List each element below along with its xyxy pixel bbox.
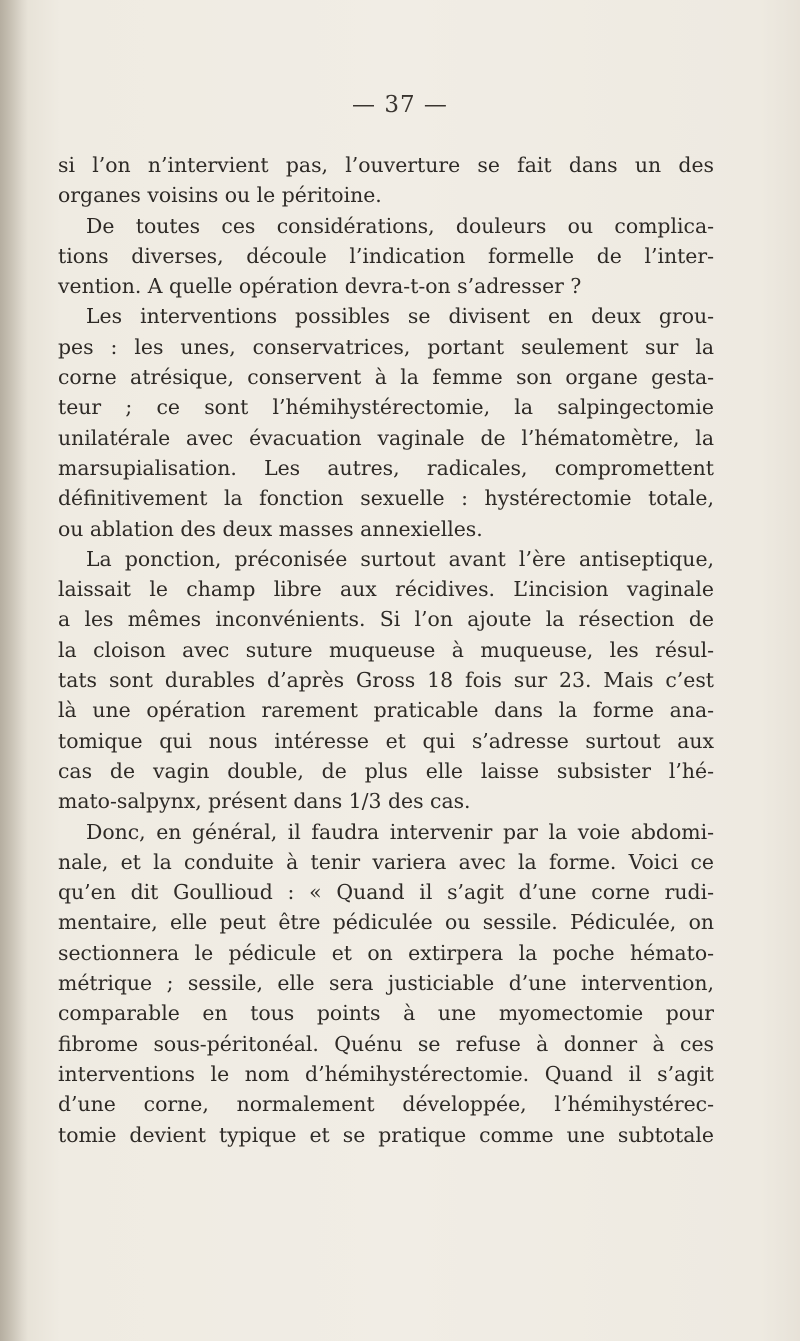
text-line: tomie devient typique et se pratique comme une subtotale — [58, 1122, 714, 1147]
text-line: unilatérale avec évacuation vaginale de l’hématomètre, la — [58, 425, 714, 450]
text-line: métrique ; sessile, elle sera justiciable d’une intervention, — [58, 971, 714, 996]
text-line: qu’en dit Goullioud : « Quand il s’agit d’une corne rudi- — [58, 880, 714, 905]
text-line: mato-salpynx, présent dans 1/3 des cas. — [58, 789, 471, 814]
text-line: si l’on n’intervient pas, l’ouverture se fait dans un des — [58, 153, 714, 177]
page-gutter-shadow — [0, 0, 28, 1341]
text-line: nale, et la conduite à tenir variera avec la forme. Voici ce — [58, 849, 714, 874]
text-line: marsupialisation. Les autres, radicales, compromettent — [58, 455, 714, 480]
text-line: d’une corne, normalement développée, l’hémihystérec- — [58, 1092, 714, 1117]
text-line: De toutes ces considérations, douleurs ou complica- — [86, 213, 714, 238]
text-line: pes : les unes, conservatrices, portant seulement sur la — [58, 334, 714, 359]
text-line: comparable en tous points à une myomectomie pour — [58, 1001, 714, 1026]
page-number: — 37 — — [352, 92, 448, 118]
text-line: fibrome sous-péritonéal. Quénu se refuse à donner à ces — [58, 1031, 714, 1056]
text-line: a les mêmes inconvénients. Si l’on ajoute la résection de — [58, 607, 714, 632]
text-line: la cloison avec suture muqueuse à muqueuse, les résul- — [58, 637, 714, 662]
text-line: Les interventions possibles se divisent en deux grou- — [86, 304, 714, 329]
body-text — [58, 150, 714, 1150]
text-line: définitivement la fonction sexuelle : hystérectomie totale, — [58, 486, 714, 511]
text-line: tats sont durables d’après Gross 18 fois sur 23. Mais c’est — [58, 668, 714, 693]
text-line: interventions le nom d’hémihystérectomie. Quand il s’agit — [58, 1061, 714, 1086]
text-line: laissait le champ libre aux récidives. L’incision vaginale — [58, 577, 714, 602]
text-line: tions diverses, découle l’indication formelle de l’inter- — [58, 243, 714, 268]
text-line: ou ablation des deux masses annexielles. — [58, 516, 483, 541]
text-line: sectionnera le pédicule et on extirpera la poche hémato- — [58, 940, 714, 965]
text-line: tomique qui nous intéresse et qui s’adresse surtout aux — [58, 728, 714, 753]
text-line: organes voisins ou le péritoine. — [58, 183, 382, 208]
text-line: teur ; ce sont l’hémihystérectomie, la salpingectomie — [58, 395, 714, 420]
text-line: Donc, en général, il faudra intervenir par la voie abdomi- — [86, 819, 714, 844]
text-line: là une opération rarement praticable dans la forme ana- — [58, 698, 714, 723]
text-line: corne atrésique, conservent à la femme son organe gesta- — [58, 365, 714, 390]
text-line: mentaire, elle peut être pédiculée ou sessile. Pédiculée, on — [58, 910, 714, 935]
text-line: vention. A quelle opération devra-t-on s’adresser ? — [58, 274, 582, 299]
text-line: La ponction, préconisée surtout avant l’ère antiseptique, — [86, 546, 714, 571]
text-line: cas de vagin double, de plus elle laisse subsister l’hé- — [58, 758, 714, 783]
